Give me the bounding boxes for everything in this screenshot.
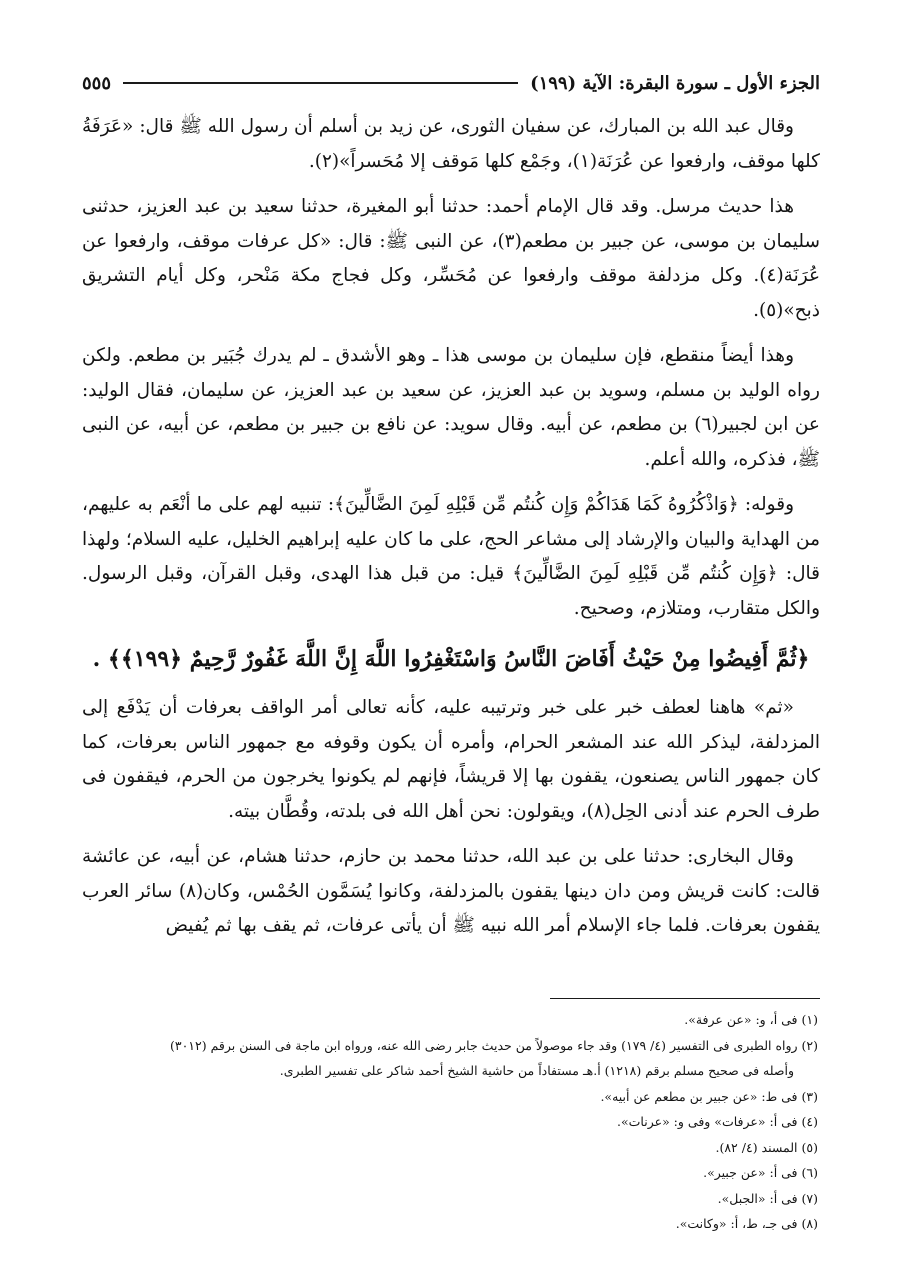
paragraph: وقوله: ﴿وَاذْكُرُوهُ كَمَا هَدَاكُمْ وَإِن كُنتُم مِّن قَبْلِهِ لَمِنَ الضَّالِّينَ﴾: تنبيه لهم على ما أنْعَم به عليهم، من الهداية والبيان والإرشاد إلى مشاعر الحج، على ما كان عليه إبراهيم الخليل، عليه السلام؛ ولهذا قال: ﴿وَإِن كُنتُم مِّن قَبْلِهِ لَمِنَ الضَّالِّينَ﴾ قيل: من قبل هذا الهدى، وقبل القرآن، وقبل الرسول. والكل متقارب، ومتلازم، وصحيح. xyxy=(82,494,820,619)
header-title: الجزء الأول ـ سورة البقرة: الآية (١٩٩) xyxy=(530,72,820,94)
footnote: (٦) فى أ: «عن جبير». xyxy=(703,1165,818,1180)
footnote-continuation: وأصله فى صحيح مسلم برقم (١٢١٨) أ.هـ مستفاداً من حاشية الشيخ أحمد شاكر على تفسير الطبرى. xyxy=(279,1063,794,1078)
paragraph: وقال عبد الله بن المبارك، عن سفيان الثورى، عن زيد بن أسلم أن رسول الله ﷺ قال: «عَرَفَةُ كلها موقف، وارفعوا عن عُرَنَة(١)، وجَمْع كلها مَوقف إلا مُحَسراً»(٢). xyxy=(82,116,820,172)
footnotes xyxy=(82,1007,818,1237)
quran-verse-heading: ﴿ثُمَّ أَفِيضُوا مِنْ حَيْثُ أَفَاضَ النَّاسُ وَاسْتَغْفِرُوا اللَّهَ إِنَّ اللَّهَ غَفُورٌ رَّحِيمٌ ﴿١٩٩﴾﴾ . xyxy=(92,646,810,672)
footnote: (٨) فى جـ، ط، أ: «وكانت». xyxy=(675,1216,818,1231)
paragraph: هذا حديث مرسل. وقد قال الإمام أحمد: حدثنا أبو المغيرة، حدثنا سعيد بن عبد العزيز، حدثنى سليمان بن موسى، عن جبير بن مطعم(٣)، عن النبى ﷺ: قال: «كل عرفات موقف، وارفعوا عن عُرَنَة(٤). وكل مزدلفة موقف وارفعوا عن مُحَسِّر، وكل فجاج مكة مَنْحر، وكل أيام التشريق ذبح»(٥). xyxy=(82,196,820,321)
paragraph: وهذا أيضاً منقطع، فإن سليمان بن موسى هذا ـ وهو الأشدق ـ لم يدرك جُبَير بن مطعم. ولكن رواه الوليد بن مسلم، وسويد بن عبد العزيز، عن سعيد بن عبد العزيز، عن سليمان، فقال الوليد: عن ابن لجبير(٦) بن مطعم، عن أبيه. وقال سويد: عن نافع بن جبير بن مطعم، عن أبيه، عن النبى ﷺ، فذكره، والله أعلم. xyxy=(82,345,820,470)
footnote: (٤) فى أ: «عرفات» وفى و: «عرنات». xyxy=(617,1114,818,1129)
main-text xyxy=(82,110,820,955)
footnote: (٣) فى ط: «عن جبير بن مطعم عن أبيه». xyxy=(600,1088,818,1104)
footnote: (٢) رواه الطبرى فى التفسير (٤/ ١٧٩) وقد جاء موصولاً من حديث جابر رضى الله عنه، ورواه ابن ماجة فى السنن برقم (٣٠١٢) xyxy=(169,1037,818,1053)
paragraph: «ثم» هاهنا لعطف خبر على خبر وترتيبه عليه، كأنه تعالى أمر الواقف بعرفات أن يَدْفَع إلى المزدلفة، ليذكر الله عند المشعر الحرام، وأمره أن يكون وقوفه مع جمهور الناس بعرفات، كما كان جمهور الناس يصنعون، يقفون بها إلا قريشاً، فإنهم لم يكونوا يخرجون من الحرم، فيقفون فى طرف الحرم عند أدنى الحِل(٨)، ويقولون: نحن أهل الله فى بلدته، وقُطَّان بيته. xyxy=(82,697,820,822)
footnote: (١) فى أ، و: «عن عرفة». xyxy=(684,1012,818,1027)
footnote: (٧) فى أ: «الجبل». xyxy=(717,1190,818,1206)
footnote-separator xyxy=(550,998,820,999)
paragraph: وقال البخارى: حدثنا على بن عبد الله، حدثنا محمد بن حازم، حدثنا هشام، عن أبيه، عن عائشة قالت: كانت قريش ومن دان دينها يقفون بالمزدلفة، وكانوا يُسَمَّون الحُمْس، وكان(٨) سائر العرب يقفون بعرفات. فلما جاء الإسلام أمر الله نبيه ﷺ أن يأتى عرفات، ثم يقف بها ثم يُفيض xyxy=(82,846,820,936)
header-rule xyxy=(123,82,518,84)
running-header xyxy=(82,66,820,100)
page-number: ٥٥٥ xyxy=(82,72,112,94)
footnote: (٥) المسند (٤/ ٨٢). xyxy=(715,1139,818,1155)
